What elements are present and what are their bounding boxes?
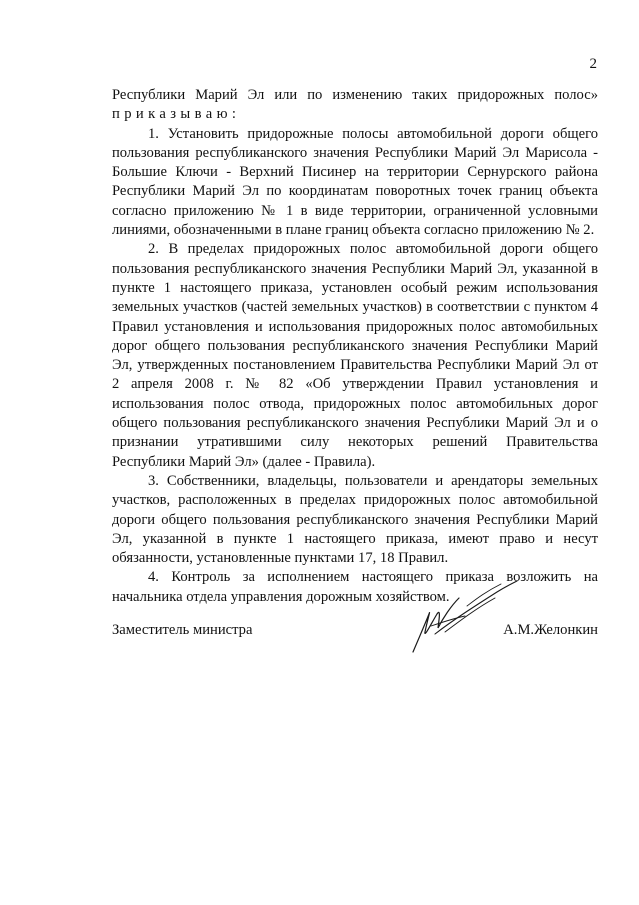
paragraph-2: 2. В пределах придорожных полос автомобильной дороги общего пользования республиканского значения Республики Марий Эл, указанной в пункте 1 настоящего приказа, установлен особый режим использования земельных участков (частей земельных участков) в соответствии с пунктом 4 Правил установления и использования придорожных полос автомобильных дорог общего пользования республиканского значения Республики Марий Эл, утвержденных постановлением Правительства Республики Марий Эл от 2 апреля 2008 г. № 82 «Об утверждении Правил установления и использования полос отвода, придорожных полос автомобильных дорог общего пользования республиканского значения Республики Марий Эл и о признании утратившими силу некоторых решений Правительства Республики Марий Эл» (далее - Правила). — [112, 241, 598, 470]
paragraph-3: 3. Собственники, владельцы, пользователи и арендаторы земельных участков, расположенных в пределах придорожных полос автомобильной дороги общего пользования республиканского значения Республики Марий Эл, указанной в пункте 1 настоящего приказа, имеют право и несут обязанности, установленные пунктами 17, 18 Правил. — [112, 472, 598, 567]
order-word: приказываю: — [112, 106, 241, 123]
page-number: 2 — [589, 56, 597, 72]
signature-block — [112, 622, 598, 662]
handwritten-signature — [405, 578, 525, 654]
signer-title: Заместитель министра — [112, 622, 253, 638]
paragraph-1: 1. Установить придорожные полосы автомобильной дороги общего пользования республиканского значения Республики Марий Эл Марисола - Большие Ключи - Верхний Писинер на территории Сернурского района Республики Марий Эл по координатам поворотных точек границ объекта согласно приложению № 1 в виде территории, ограниченной условными линиями, обозначенными в плане границ объекта согласно приложению № 2. — [112, 125, 598, 239]
paragraph-4: 4. Контроль за исполнением настоящего приказа возложить на начальника отдела управления дорожным хозяйством. — [112, 569, 598, 605]
intro-line: Республики Марий Эл или по изменению таких придорожных полос» — [112, 87, 598, 103]
document-body — [112, 86, 598, 607]
signer-name: А.М.Желонкин — [503, 622, 598, 638]
